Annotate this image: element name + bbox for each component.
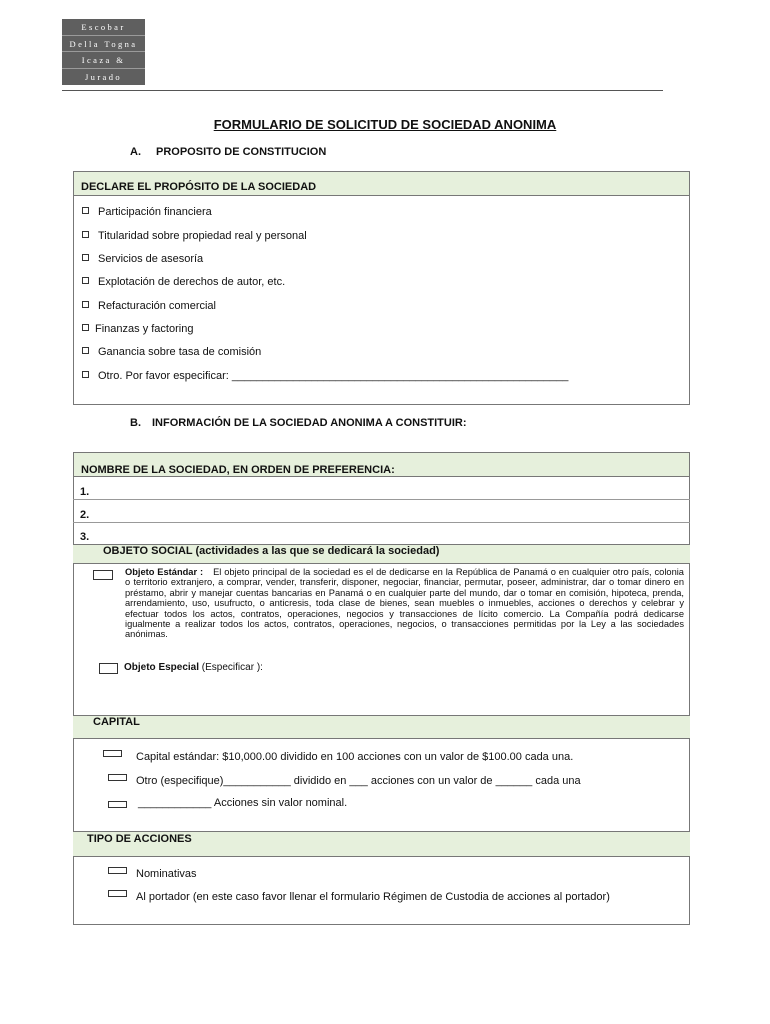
checkbox-icon[interactable] (82, 254, 89, 261)
option-label: Participación financiera (98, 206, 212, 218)
nominativas-option: Nominativas (136, 868, 197, 880)
capital-other-option: Otro (especifique)___________ dividido en ___ acciones con un valor de ______ cada una (136, 775, 581, 787)
row-divider (73, 499, 690, 500)
capital-header: CAPITAL (93, 716, 140, 728)
checkbox-icon[interactable] (82, 324, 89, 331)
objeto-special-checkbox[interactable] (99, 663, 118, 674)
page-title: FORMULARIO DE SOLICITUD DE SOCIEDAD ANONIMA (213, 117, 557, 132)
objeto-standard-text: El objeto principal de la sociedad es el de dedicarse en la República de Panamá o en cualquier otro país, colonia o territorio extranjero, a comprar, vender, transferir, disponer, negociar, financiar, permutar, poseer, administrar, dar o tomar dinero en préstamo, abrir y manejar cuentas bancarias en Panamá o en cualquier parte del mundo, dar o tomar en comisión, hipoteca, prenda, arrendamiento, uso, usufructo, o anticresis, toda clase de bienes, sean muebles o inmuebles, acciones o derechos y celebrar y efectuar todos los actos, contratos, operaciones, negocios y transacciones de lícito comercio. La Compañía podrá dedicarse igualmente a realizar todos los actos, contratos, operaciones, negocios, o transacciones permitidas por la Ley a las sociedades anónimas. (125, 567, 684, 640)
section-label: PROPOSITO DE CONSTITUCION (156, 146, 327, 158)
names-header: NOMBRE DE LA SOCIEDAD, EN ORDEN DE PREFERENCIA: (74, 453, 689, 477)
header-divider (62, 90, 663, 91)
option-label: Refacturación comercial (98, 300, 216, 312)
section-a-heading (130, 146, 326, 158)
objeto-special-text: (Especificar ): (199, 662, 263, 673)
capital-other-checkbox[interactable] (108, 774, 127, 781)
name-preference-3[interactable]: 3. (80, 531, 90, 543)
section-letter: B. (130, 417, 141, 429)
logo-line: Escobar (62, 19, 145, 36)
objeto-standard-label: Objeto Estándar : (125, 567, 204, 577)
option-label: Finanzas y factoring (95, 323, 194, 335)
section-b-heading (130, 417, 467, 429)
checkbox-icon[interactable] (82, 301, 89, 308)
checkbox-icon[interactable] (82, 231, 89, 238)
capital-no-par-option: ____________ Acciones sin valor nominal. (138, 797, 348, 809)
option-label: Ganancia sobre tasa de comisión (98, 346, 262, 358)
option-label: Otro. Por favor especificar: _______________________________________________________ (98, 370, 569, 382)
purpose-header: DECLARE EL PROPÓSITO DE LA SOCIEDAD (74, 172, 689, 196)
name-preference-2[interactable]: 2. (80, 509, 90, 521)
logo-line: Della Togna (62, 36, 145, 53)
purpose-option[interactable] (82, 230, 307, 242)
purpose-option[interactable] (82, 276, 285, 288)
purpose-option[interactable] (82, 323, 193, 335)
checkbox-icon[interactable] (82, 371, 89, 378)
capital-standard-option: Capital estándar: $10,000.00 dividido en 100 acciones con un valor de $100.00 cada una. (136, 751, 574, 763)
logo-line: Jurado (84, 71, 123, 82)
section-label: INFORMACIÓN DE LA SOCIEDAD ANONIMA A CONSTITUIR: (152, 417, 467, 429)
company-logo (62, 19, 145, 85)
purpose-option[interactable] (82, 346, 261, 358)
objeto-standard-paragraph (125, 567, 684, 640)
name-preference-1[interactable]: 1. (80, 486, 90, 498)
checkbox-icon[interactable] (82, 277, 89, 284)
purpose-option-other[interactable] (82, 370, 568, 382)
purpose-option[interactable] (82, 253, 203, 265)
objeto-standard-checkbox[interactable] (93, 570, 113, 580)
section-letter: A. (130, 146, 141, 158)
capital-header-band (73, 715, 690, 739)
portador-checkbox[interactable] (108, 890, 127, 897)
option-label: Explotación de derechos de autor, etc. (98, 276, 286, 288)
purpose-option[interactable] (82, 206, 212, 218)
objeto-header: OBJETO SOCIAL (actividades a las que se dedicará la sociedad) (103, 545, 440, 557)
capital-standard-checkbox[interactable] (103, 750, 122, 757)
checkbox-icon[interactable] (82, 207, 89, 214)
acciones-header: TIPO DE ACCIONES (87, 833, 192, 845)
logo-line: Icaza & (62, 52, 145, 69)
portador-option: Al portador (en este caso favor llenar el formulario Régimen de Custodia de acciones al portador) (136, 891, 610, 903)
option-label: Servicios de asesoría (98, 253, 204, 265)
row-divider (73, 522, 690, 523)
purpose-option[interactable] (82, 300, 216, 312)
option-label: Titularidad sobre propiedad real y personal (98, 230, 307, 242)
checkbox-icon[interactable] (82, 347, 89, 354)
objeto-special[interactable] (124, 662, 263, 673)
capital-no-par-checkbox[interactable] (108, 801, 127, 808)
objeto-special-label: Objeto Especial (124, 662, 200, 673)
nominativas-checkbox[interactable] (108, 867, 127, 874)
